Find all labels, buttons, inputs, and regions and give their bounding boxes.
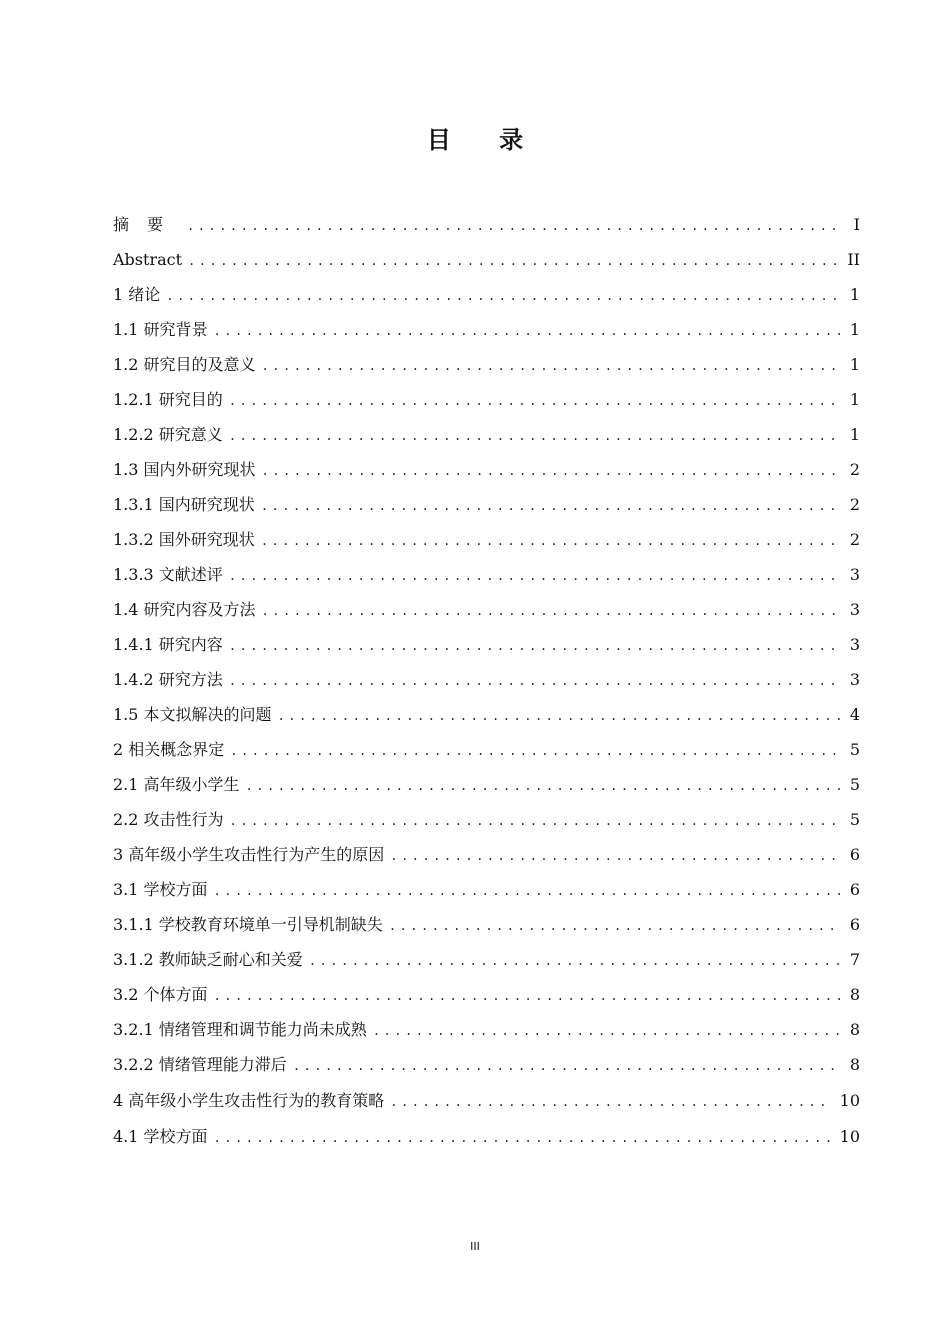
toc-entry[interactable] <box>113 872 860 907</box>
toc-entry[interactable] <box>113 1047 860 1083</box>
toc-entry-label: 4 高年级小学生攻击性行为的教育策略 <box>113 1091 385 1110</box>
toc-entry[interactable] <box>113 627 860 662</box>
toc-entry-page: 10 <box>839 1127 860 1146</box>
toc-entry[interactable] <box>113 662 860 697</box>
toc-entry[interactable] <box>113 347 860 382</box>
toc-entry-label: 2.1 高年级小学生 <box>113 775 240 794</box>
toc-entry-page: 5 <box>849 775 860 794</box>
toc-entry-page: 2 <box>849 530 860 549</box>
toc-entry[interactable] <box>113 417 860 452</box>
dot-leader <box>262 349 840 384</box>
dot-leader <box>278 699 840 734</box>
toc-entry[interactable] <box>113 942 860 977</box>
dot-leader <box>229 629 840 664</box>
toc-entry[interactable] <box>113 557 860 592</box>
toc-entry-page: 5 <box>849 740 860 759</box>
toc-entry-page: 1 <box>849 285 860 304</box>
toc-entry-label: 3.1.1 学校教育环境单一引导机制缺失 <box>113 915 383 934</box>
toc-entry[interactable] <box>113 312 860 347</box>
dot-leader <box>229 384 840 419</box>
toc-entry-page: 3 <box>849 565 860 584</box>
toc-entry-page: 3 <box>849 670 860 689</box>
toc-entry[interactable] <box>113 1012 860 1047</box>
toc-entry[interactable] <box>113 767 860 802</box>
toc-entry-abstract-en[interactable] <box>113 242 860 277</box>
toc-entry-page: 1 <box>849 390 860 409</box>
toc-entry-label: 1.1 研究背景 <box>113 320 208 339</box>
dot-leader <box>214 874 840 909</box>
toc-entry[interactable] <box>113 452 860 487</box>
dot-leader <box>188 244 839 279</box>
toc-entry[interactable] <box>113 487 860 522</box>
toc-entry-label: 3.2 个体方面 <box>113 985 208 1004</box>
toc-entry-page: 8 <box>849 985 860 1004</box>
toc-entry[interactable] <box>113 802 860 837</box>
dot-leader <box>309 944 840 979</box>
toc-entry[interactable] <box>113 592 860 627</box>
footer-page-number: III <box>470 1240 480 1253</box>
toc-entry-label: 1.4.1 研究内容 <box>113 635 223 654</box>
table-of-contents <box>113 207 860 1154</box>
dot-leader <box>230 734 840 769</box>
toc-entry[interactable] <box>113 522 860 557</box>
toc-entry-page: 2 <box>849 460 860 479</box>
toc-entry-label: 1.4.2 研究方法 <box>113 670 223 689</box>
toc-entry-label: Abstract <box>113 250 183 269</box>
dot-leader <box>229 664 840 699</box>
toc-entry-page: I <box>853 215 860 234</box>
toc-entry-label: 2 相关概念界定 <box>113 740 225 759</box>
toc-entry-label: 1.4 研究内容及方法 <box>113 600 256 619</box>
dot-leader <box>214 979 840 1014</box>
toc-entry[interactable] <box>113 1119 860 1154</box>
toc-entry-page: 6 <box>849 915 860 934</box>
toc-entry-label: 1.3 国内外研究现状 <box>113 460 256 479</box>
toc-entry[interactable] <box>113 1083 860 1119</box>
toc-entry-page: 1 <box>849 425 860 444</box>
toc-entry-page: 6 <box>849 880 860 899</box>
dot-leader <box>229 559 840 594</box>
dot-leader <box>214 314 840 349</box>
toc-entry-page: 8 <box>849 1055 860 1074</box>
toc-entry-label: 1.2.2 研究意义 <box>113 425 223 444</box>
toc-entry-label: 1.5 本文拟解决的问题 <box>113 705 272 724</box>
dot-leader <box>261 489 840 524</box>
toc-entry-label: 4.1 学校方面 <box>113 1127 208 1146</box>
toc-entry-label: 3.1.2 教师缺乏耐心和关爱 <box>113 950 303 969</box>
toc-entry[interactable] <box>113 382 860 417</box>
toc-entry-page: 8 <box>849 1020 860 1039</box>
dot-leader <box>293 1049 840 1084</box>
toc-entry-page: 6 <box>849 845 860 864</box>
toc-entry[interactable] <box>113 732 860 767</box>
toc-entry-label: 3.2.2 情绪管理能力滞后 <box>113 1055 287 1074</box>
toc-entry[interactable] <box>113 277 860 312</box>
toc-entry-label: 1.2.1 研究目的 <box>113 390 223 409</box>
toc-entry[interactable] <box>113 977 860 1012</box>
toc-entry-page: 4 <box>849 705 860 724</box>
toc-entry-label: 1.2 研究目的及意义 <box>113 355 256 374</box>
page-title: 目 录 <box>426 126 544 154</box>
toc-entry-label: 摘要 <box>113 215 182 234</box>
toc-entry-label: 3.1 学校方面 <box>113 880 208 899</box>
dot-leader <box>373 1014 840 1049</box>
toc-entry-label: 1.3.1 国内研究现状 <box>113 495 255 514</box>
dot-leader <box>187 209 840 244</box>
toc-entry[interactable] <box>113 907 860 942</box>
dot-leader <box>229 419 840 454</box>
dot-leader <box>389 909 840 944</box>
toc-entry-page: 10 <box>839 1091 860 1110</box>
toc-entry-abstract-cn[interactable] <box>113 207 860 242</box>
dot-leader <box>246 769 840 804</box>
dot-leader <box>214 1121 832 1156</box>
toc-entry-page: 3 <box>849 600 860 619</box>
dot-leader <box>262 594 840 629</box>
dot-leader <box>166 279 840 314</box>
dot-leader <box>390 839 840 874</box>
toc-entry-page: 1 <box>849 320 860 339</box>
toc-entry-page: 7 <box>849 950 860 969</box>
toc-entry-label: 1 绪论 <box>113 285 161 304</box>
toc-entry-page: II <box>847 250 860 269</box>
toc-entry-label: 2.2 攻击性行为 <box>113 810 224 829</box>
toc-entry-page: 5 <box>849 810 860 829</box>
toc-entry-page: 3 <box>849 635 860 654</box>
toc-entry-page: 1 <box>849 355 860 374</box>
toc-entry-label: 1.3.3 文献述评 <box>113 565 223 584</box>
toc-entry-page: 2 <box>849 495 860 514</box>
dot-leader <box>230 804 840 839</box>
toc-entry[interactable] <box>113 837 860 872</box>
toc-entry-label: 3 高年级小学生攻击性行为产生的原因 <box>113 845 385 864</box>
dot-leader <box>390 1085 831 1120</box>
toc-entry[interactable] <box>113 697 860 732</box>
dot-leader <box>262 454 840 489</box>
toc-entry-label: 1.3.2 国外研究现状 <box>113 530 255 549</box>
dot-leader <box>261 524 840 559</box>
toc-entry-label: 3.2.1 情绪管理和调节能力尚未成熟 <box>113 1020 367 1039</box>
